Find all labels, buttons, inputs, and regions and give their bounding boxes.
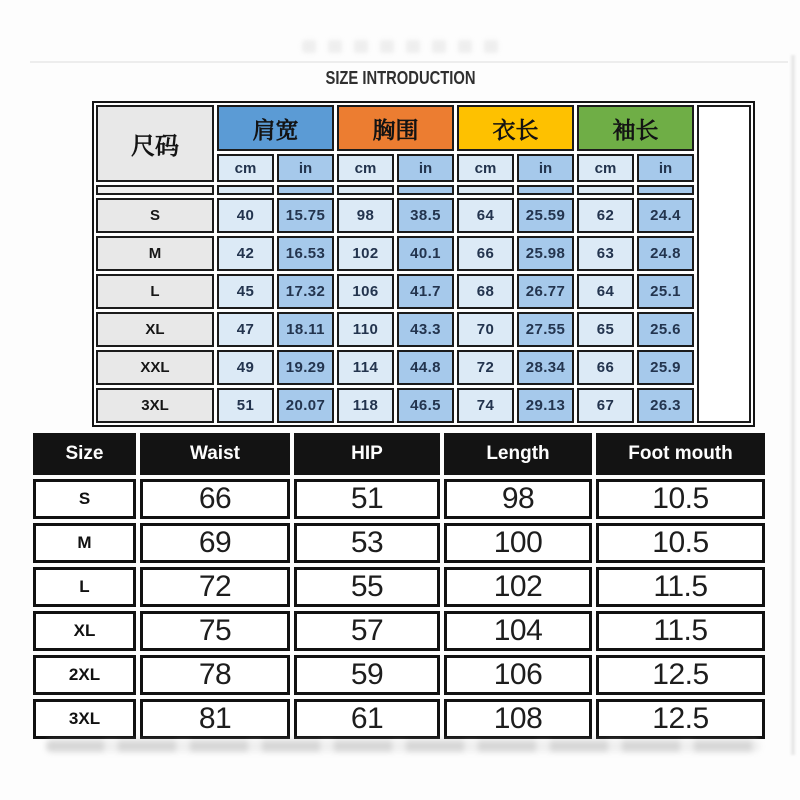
table-cell: 16.53 (277, 236, 334, 271)
table-cell: 106 (337, 274, 394, 309)
size-row-label: S (96, 198, 214, 233)
table-cell: 102 (337, 236, 394, 271)
unit-header-cm: cm (217, 154, 274, 182)
table-cell: 12.5 (596, 699, 765, 739)
size-table (92, 101, 755, 427)
unit-header-cm: cm (337, 154, 394, 182)
table-cell: 70 (457, 312, 514, 347)
column-header-hip: HIP (294, 433, 440, 475)
table-cell: 19.29 (277, 350, 334, 385)
size-table-empty-column (697, 105, 751, 423)
table-cell: 42 (217, 236, 274, 271)
group-header-shoulder: 肩宽 (217, 105, 334, 151)
table-cell: 65 (577, 312, 634, 347)
table-cell: 51 (294, 479, 440, 519)
table-cell: 11.5 (596, 611, 765, 651)
table-cell: 24.8 (637, 236, 694, 271)
table-cell: 11.5 (596, 567, 765, 607)
table-cell: 29.13 (517, 388, 574, 423)
table-cell: 25.59 (517, 198, 574, 233)
unit-header-cm: cm (457, 154, 514, 182)
table-cell: 53 (294, 523, 440, 563)
table-cell: 72 (457, 350, 514, 385)
spacer-cell (277, 185, 334, 195)
size-row-label: M (33, 523, 136, 563)
table-cell: 63 (577, 236, 634, 271)
table-cell: 74 (457, 388, 514, 423)
table-cell: 78 (140, 655, 290, 695)
column-header-length: Length (444, 433, 592, 475)
spacer-cell (397, 185, 454, 195)
table-cell: 104 (444, 611, 592, 651)
table-cell: 26.77 (517, 274, 574, 309)
page-title: SIZE INTRODUCTION (324, 68, 476, 88)
table-cell: 69 (140, 523, 290, 563)
table-cell: 10.5 (596, 523, 765, 563)
table-cell: 51 (217, 388, 274, 423)
size-row-label: S (33, 479, 136, 519)
spacer-cell (217, 185, 274, 195)
table-cell: 25.1 (637, 274, 694, 309)
table-cell: 17.32 (277, 274, 334, 309)
table-cell: 10.5 (596, 479, 765, 519)
column-header-foot-mouth: Foot mouth (596, 433, 765, 475)
table-cell: 118 (337, 388, 394, 423)
table-cell: 57 (294, 611, 440, 651)
table-cell: 110 (337, 312, 394, 347)
table-cell: 61 (294, 699, 440, 739)
table-cell: 12.5 (596, 655, 765, 695)
group-header-sleeve: 袖长 (577, 105, 694, 151)
bottom-blur-artifact (46, 740, 760, 752)
table-cell: 108 (444, 699, 592, 739)
faint-watermark (302, 40, 502, 53)
table-cell: 28.34 (517, 350, 574, 385)
table-cell: 47 (217, 312, 274, 347)
group-header-chest: 胸围 (337, 105, 454, 151)
unit-header-in: in (397, 154, 454, 182)
table-cell: 49 (217, 350, 274, 385)
spacer-cell (457, 185, 514, 195)
table-cell: 72 (140, 567, 290, 607)
table-cell: 106 (444, 655, 592, 695)
table-cell: 59 (294, 655, 440, 695)
column-header-size: Size (33, 433, 136, 475)
page-title-wrap (0, 68, 800, 89)
table-cell: 15.75 (277, 198, 334, 233)
table-cell: 40.1 (397, 236, 454, 271)
size-row-label: XXL (96, 350, 214, 385)
size-row-label: XL (96, 312, 214, 347)
spacer-cell (517, 185, 574, 195)
table-cell: 98 (337, 198, 394, 233)
table-cell: 55 (294, 567, 440, 607)
size-row-label: 3XL (96, 388, 214, 423)
group-header-garment-length: 衣长 (457, 105, 574, 151)
size-row-label: L (96, 274, 214, 309)
table-cell: 27.55 (517, 312, 574, 347)
table-cell: 25.98 (517, 236, 574, 271)
table-cell: 44.8 (397, 350, 454, 385)
table-cell: 81 (140, 699, 290, 739)
table-cell: 43.3 (397, 312, 454, 347)
unit-header-cm: cm (577, 154, 634, 182)
table-cell: 68 (457, 274, 514, 309)
spacer-cell (637, 185, 694, 195)
table-cell: 40 (217, 198, 274, 233)
spacer-cell (337, 185, 394, 195)
table-cell: 26.3 (637, 388, 694, 423)
table-cell: 66 (140, 479, 290, 519)
size-row-label: 3XL (33, 699, 136, 739)
pants-table (33, 433, 765, 739)
size-row-label: L (33, 567, 136, 607)
table-cell: 20.07 (277, 388, 334, 423)
table-cell: 25.6 (637, 312, 694, 347)
table-cell: 46.5 (397, 388, 454, 423)
table-cell: 45 (217, 274, 274, 309)
unit-header-in: in (517, 154, 574, 182)
table-cell: 98 (444, 479, 592, 519)
table-cell: 18.11 (277, 312, 334, 347)
table-cell: 24.4 (637, 198, 694, 233)
table-cell: 102 (444, 567, 592, 607)
table-cell: 64 (577, 274, 634, 309)
right-edge-artifact (791, 55, 795, 755)
spacer-cell (577, 185, 634, 195)
top-divider-line (30, 61, 788, 63)
size-row-label: XL (33, 611, 136, 651)
table-cell: 66 (457, 236, 514, 271)
size-row-label: M (96, 236, 214, 271)
unit-header-in: in (277, 154, 334, 182)
unit-header-in: in (637, 154, 694, 182)
table-cell: 66 (577, 350, 634, 385)
table-cell: 64 (457, 198, 514, 233)
table-cell: 38.5 (397, 198, 454, 233)
table-cell: 25.9 (637, 350, 694, 385)
spacer-cell (96, 185, 214, 195)
table-cell: 114 (337, 350, 394, 385)
column-header-waist: Waist (140, 433, 290, 475)
size-row-label: 2XL (33, 655, 136, 695)
table-cell: 100 (444, 523, 592, 563)
table-cell: 41.7 (397, 274, 454, 309)
size-table-corner-label: 尺码 (96, 105, 214, 182)
table-cell: 75 (140, 611, 290, 651)
table-cell: 67 (577, 388, 634, 423)
table-cell: 62 (577, 198, 634, 233)
